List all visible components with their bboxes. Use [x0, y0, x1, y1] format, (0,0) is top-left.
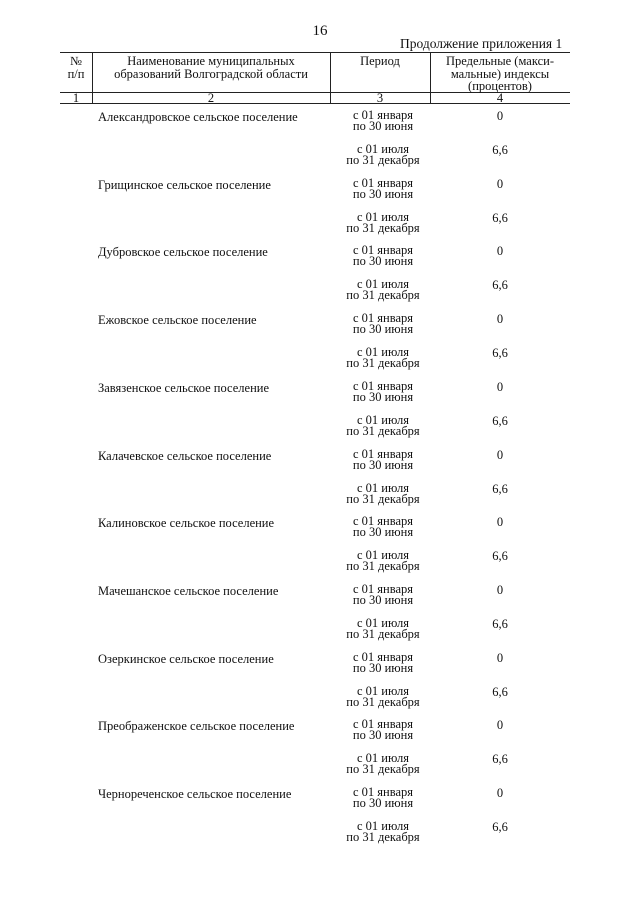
settlement-name: Завязенское сельское поселение: [98, 380, 269, 395]
period-from: с 01 июля: [356, 277, 409, 292]
period-to: по 30 июня: [352, 660, 414, 675]
period-cell: [333, 649, 433, 675]
period-from: с 01 января: [352, 446, 414, 461]
period-from: с 01 июля: [356, 142, 409, 156]
index-value: 6,6: [492, 143, 508, 157]
settlement-name: Дубровское сельское поселение: [98, 245, 268, 260]
index-value: 0: [496, 312, 504, 327]
period-from: с 01 января: [352, 717, 414, 732]
period-to: по 30 июня: [352, 119, 414, 133]
settlement-name: Александровское сельское поселение: [98, 110, 298, 124]
period-from: с 01 июля: [356, 751, 409, 766]
period-to: по 30 июня: [352, 728, 414, 743]
index-value: 0: [496, 515, 504, 530]
period-to: по 31 декабря: [346, 762, 420, 777]
index-value: 0: [496, 447, 504, 462]
period-cell: [333, 175, 433, 201]
col-number: 2: [207, 91, 215, 105]
period-from: с 01 июля: [356, 209, 409, 224]
index-value: 0: [496, 650, 504, 665]
period-cell: [333, 313, 433, 335]
index-value: 6,6: [492, 752, 508, 767]
index-value: 0: [496, 109, 504, 123]
index-value: 6,6: [492, 413, 508, 428]
period-cell: [333, 144, 433, 166]
settlement-name: Ежовское сельское поселение: [98, 313, 257, 328]
index-value: 6,6: [492, 278, 508, 293]
period-from: с 01 июля: [356, 480, 409, 495]
period-to: по 31 декабря: [346, 626, 420, 641]
period-from: с 01 июля: [356, 345, 409, 360]
settlement-name: Калачевское сельское поселение: [98, 448, 272, 463]
continuation-label: Продолжение приложения 1: [400, 36, 563, 51]
period-from: с 01 января: [352, 785, 414, 799]
header-name: Наименование муниципальных образований Волгоградской области: [114, 54, 308, 81]
period-from: с 01 января: [352, 378, 414, 393]
period-to: по 31 декабря: [346, 830, 420, 844]
header-top-rule: [60, 52, 570, 53]
period-cell: [333, 110, 433, 132]
period-to: по 30 июня: [352, 254, 414, 269]
settlement-name: Озеркинское сельское поселение: [98, 651, 274, 666]
period-to: по 31 декабря: [346, 288, 420, 303]
period-to: по 30 июня: [352, 592, 414, 607]
header-index: Предельные (макси- мальные) индексы (процентов): [446, 54, 554, 93]
period-from: с 01 июля: [356, 412, 409, 427]
settlement-name: Чернореченское сельское поселение: [98, 787, 292, 801]
period-cell: [333, 378, 433, 404]
page-number: 16: [312, 23, 328, 39]
period-from: с 01 января: [352, 311, 414, 326]
period-cell: [333, 683, 433, 709]
period-to: по 31 декабря: [346, 220, 420, 235]
index-value: 0: [496, 582, 504, 597]
period-to: по 31 декабря: [346, 491, 420, 506]
period-from: с 01 января: [352, 108, 414, 122]
period-from: с 01 января: [352, 581, 414, 596]
settlement-name: Грищинское сельское поселение: [98, 177, 271, 192]
period-from: с 01 июля: [356, 819, 409, 833]
period-to: по 30 июня: [352, 389, 414, 404]
index-value: 6,6: [492, 481, 508, 496]
period-cell: [333, 753, 433, 775]
period-from: с 01 января: [352, 514, 414, 529]
period-cell: [333, 581, 433, 607]
period-cell: [333, 412, 433, 438]
period-cell: [333, 550, 433, 572]
index-value: 6,6: [492, 549, 508, 564]
period-cell: [333, 516, 433, 538]
index-value: 0: [496, 379, 504, 394]
period-to: по 30 июня: [352, 186, 414, 201]
period-to: по 31 декабря: [346, 423, 420, 438]
period-to: по 31 декабря: [346, 153, 420, 167]
period-from: с 01 января: [352, 243, 414, 258]
period-cell: [333, 480, 433, 506]
index-value: 6,6: [492, 346, 508, 361]
index-value: 6,6: [492, 820, 508, 834]
period-cell: [333, 347, 433, 369]
period-cell: [333, 787, 433, 809]
period-from: с 01 июля: [356, 683, 409, 698]
settlement-name: Калиновское сельское поселение: [98, 516, 275, 531]
period-to: по 31 декабря: [346, 356, 420, 371]
index-value: 0: [496, 786, 504, 800]
index-value: 6,6: [492, 684, 508, 699]
period-to: по 31 декабря: [346, 694, 420, 709]
index-value: 6,6: [492, 616, 508, 631]
col-number: 3: [376, 91, 384, 105]
period-to: по 30 июня: [352, 525, 414, 540]
period-cell: [333, 279, 433, 301]
col-number: 4: [496, 91, 504, 105]
period-cell: [333, 209, 433, 235]
period-to: по 31 декабря: [346, 559, 420, 574]
period-cell: [333, 245, 433, 267]
period-from: с 01 июля: [356, 615, 409, 630]
period-cell: [333, 615, 433, 641]
index-value: 6,6: [492, 210, 508, 225]
settlement-name: Преображенское сельское поселение: [98, 719, 295, 734]
index-value: 0: [496, 176, 504, 191]
period-to: по 30 июня: [352, 457, 414, 472]
period-from: с 01 января: [352, 649, 414, 664]
header-period: Период: [360, 54, 400, 68]
period-to: по 30 июня: [352, 322, 414, 337]
period-from: с 01 января: [352, 175, 414, 190]
period-to: по 30 июня: [352, 796, 414, 810]
period-cell: [333, 446, 433, 472]
index-value: 0: [496, 718, 504, 733]
period-from: с 01 июля: [356, 548, 409, 563]
index-value: 0: [496, 244, 504, 259]
period-cell: [333, 821, 433, 843]
period-cell: [333, 719, 433, 741]
header-num: № п/п: [67, 54, 85, 81]
settlement-name: Мачешанское сельское поселение: [98, 583, 279, 598]
col-number: 1: [72, 91, 80, 105]
